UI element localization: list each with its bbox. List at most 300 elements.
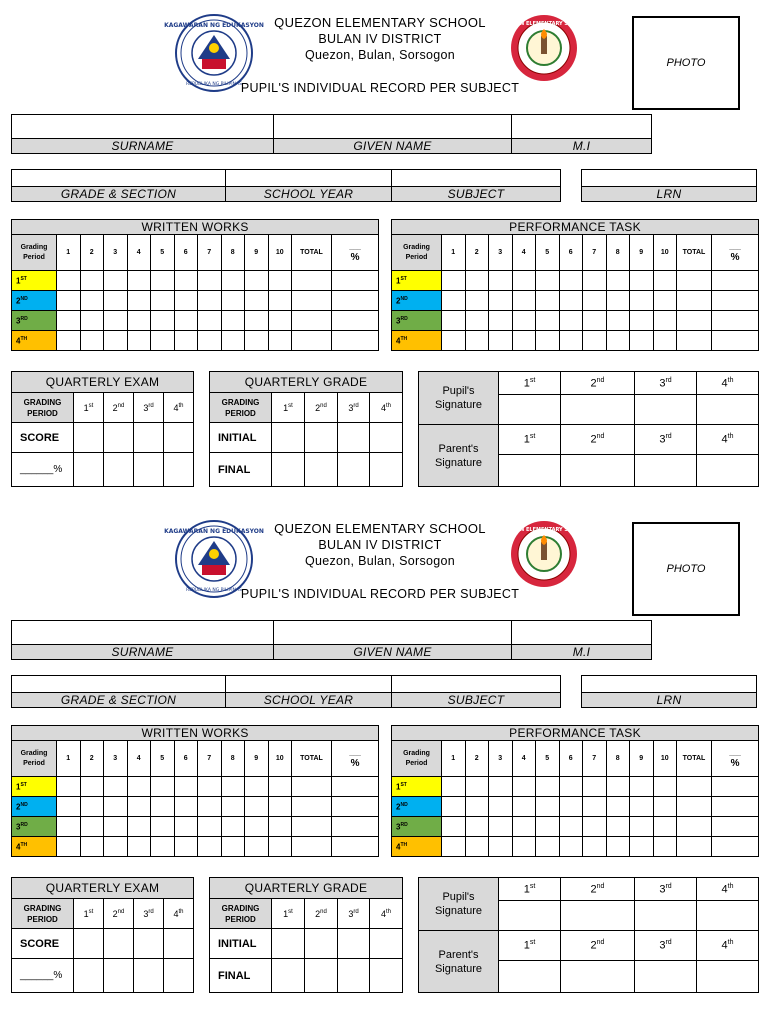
score-cell[interactable] <box>465 291 489 311</box>
lrn-input[interactable] <box>582 676 757 693</box>
score-cell[interactable] <box>536 817 560 837</box>
score-cell[interactable] <box>465 797 489 817</box>
ww-col-4: 4 <box>127 235 151 271</box>
score-cell[interactable] <box>712 777 759 797</box>
score-cell[interactable] <box>653 797 677 817</box>
qe-pct-cell[interactable] <box>164 959 194 993</box>
score-cell[interactable] <box>127 291 151 311</box>
score-cell[interactable] <box>104 311 128 331</box>
score-cell[interactable] <box>465 311 489 331</box>
score-cell[interactable] <box>104 817 128 837</box>
score-cell[interactable] <box>606 271 630 291</box>
parent-signature-cell[interactable] <box>499 961 561 993</box>
quarterly-exam-title: QUARTERLY EXAM <box>12 878 194 899</box>
pt-col-3: 3 <box>489 741 513 777</box>
qe-score-cell[interactable] <box>134 929 164 959</box>
qg-initial-cell[interactable] <box>370 929 403 959</box>
ww-col-8: 8 <box>221 741 245 777</box>
score-cell[interactable] <box>442 331 466 351</box>
svg-text:QUEZON ELEMENTARY SCHOOL: QUEZON ELEMENTARY SCHOOL <box>500 21 588 27</box>
score-cell[interactable] <box>536 291 560 311</box>
score-cell[interactable] <box>80 331 104 351</box>
score-cell[interactable] <box>583 271 607 291</box>
score-cell[interactable] <box>465 777 489 797</box>
score-cell[interactable] <box>630 777 654 797</box>
qe-score-cell[interactable] <box>134 423 164 453</box>
score-cell[interactable] <box>221 331 245 351</box>
score-cell[interactable] <box>198 777 222 797</box>
score-cell[interactable] <box>583 311 607 331</box>
qe-score-label: SCORE <box>12 423 74 453</box>
score-cell[interactable] <box>559 837 583 857</box>
score-cell[interactable] <box>512 837 536 857</box>
qe-pct-label: ______% <box>12 959 74 993</box>
qg-final-cell[interactable] <box>370 959 403 993</box>
pupil-signature-cell[interactable] <box>635 395 697 425</box>
subject-input[interactable] <box>392 170 561 187</box>
score-cell[interactable] <box>606 817 630 837</box>
score-cell[interactable] <box>677 777 712 797</box>
score-cell[interactable] <box>268 331 292 351</box>
qe-grading-period <box>12 393 74 423</box>
qg-final-cell[interactable] <box>272 453 305 487</box>
qg-initial-cell[interactable] <box>338 423 370 453</box>
score-cell[interactable] <box>712 331 759 351</box>
parent-signature-cell[interactable] <box>635 961 697 993</box>
score-cell[interactable] <box>630 291 654 311</box>
score-cell[interactable] <box>104 331 128 351</box>
score-cell[interactable] <box>583 837 607 857</box>
given-name-input[interactable] <box>274 621 512 645</box>
score-cell[interactable] <box>174 777 198 797</box>
score-cell[interactable] <box>653 837 677 857</box>
score-cell[interactable] <box>653 311 677 331</box>
school-seal-icon <box>500 519 588 589</box>
school-year-input[interactable] <box>226 170 392 187</box>
ww-pct-label: % <box>350 757 360 769</box>
score-cell[interactable] <box>198 797 222 817</box>
qe-ord-1: 1st <box>74 899 104 929</box>
score-cell[interactable] <box>489 777 513 797</box>
subject-input[interactable] <box>392 676 561 693</box>
score-cell[interactable] <box>198 271 222 291</box>
qe-pct-cell[interactable] <box>104 959 134 993</box>
score-cell[interactable] <box>583 817 607 837</box>
grade-section-label: GRADE & SECTION <box>12 187 226 202</box>
school-year-input[interactable] <box>226 676 392 693</box>
pupil-ord-1: 1st <box>499 878 561 901</box>
score-cell[interactable] <box>559 271 583 291</box>
score-cell[interactable] <box>653 777 677 797</box>
score-cell[interactable] <box>512 797 536 817</box>
pt-col-total: TOTAL <box>677 235 712 271</box>
surname-input[interactable] <box>12 621 274 645</box>
score-cell[interactable] <box>583 291 607 311</box>
score-cell[interactable] <box>536 837 560 857</box>
score-cell[interactable] <box>174 817 198 837</box>
score-cell[interactable] <box>489 311 513 331</box>
score-cell[interactable] <box>630 271 654 291</box>
pupil-ord-3: 3rd <box>635 372 697 395</box>
quarter-label: 1ST <box>392 777 442 797</box>
score-cell[interactable] <box>221 777 245 797</box>
score-cell[interactable] <box>630 817 654 837</box>
score-cell[interactable] <box>559 777 583 797</box>
qg-ord-2: 2nd <box>305 899 338 929</box>
score-cell[interactable] <box>332 777 379 797</box>
score-cell[interactable] <box>536 311 560 331</box>
mi-input[interactable] <box>512 115 652 139</box>
score-cell[interactable] <box>80 777 104 797</box>
signature-table <box>418 877 759 993</box>
score-cell[interactable] <box>332 331 379 351</box>
score-cell[interactable] <box>512 291 536 311</box>
score-cell[interactable] <box>127 311 151 331</box>
score-cell[interactable] <box>174 271 198 291</box>
score-cell[interactable] <box>292 837 332 857</box>
score-cell[interactable] <box>559 311 583 331</box>
qg-ord-4: 4th <box>370 899 403 929</box>
score-cell[interactable] <box>292 291 332 311</box>
score-cell[interactable] <box>712 817 759 837</box>
score-cell[interactable] <box>151 817 175 837</box>
score-cell[interactable] <box>653 291 677 311</box>
score-cell[interactable] <box>221 311 245 331</box>
parent-signature-cell[interactable] <box>561 961 635 993</box>
pupil-ord-2: 2nd <box>561 878 635 901</box>
score-cell[interactable] <box>442 777 466 797</box>
quarter-label: 1ST <box>12 271 57 291</box>
score-cell[interactable] <box>583 777 607 797</box>
score-cell[interactable] <box>245 817 269 837</box>
score-cell[interactable] <box>104 271 128 291</box>
score-cell[interactable] <box>268 271 292 291</box>
score-cell[interactable] <box>127 777 151 797</box>
score-cell[interactable] <box>245 331 269 351</box>
pupil-signature-cell[interactable] <box>697 395 759 425</box>
score-cell[interactable] <box>198 837 222 857</box>
score-cell[interactable] <box>104 777 128 797</box>
lrn-label: LRN <box>582 187 757 202</box>
quarter-label: 4TH <box>392 331 442 351</box>
score-cell[interactable] <box>677 291 712 311</box>
table-row <box>12 271 379 291</box>
score-cell[interactable] <box>606 291 630 311</box>
ww-col-1: 1 <box>57 235 81 271</box>
score-cell[interactable] <box>332 797 379 817</box>
score-cell[interactable] <box>512 817 536 837</box>
ww-pct-label: % <box>350 251 360 263</box>
score-cell[interactable] <box>512 311 536 331</box>
score-cell[interactable] <box>677 331 712 351</box>
photo-label: PHOTO <box>666 563 706 575</box>
parent-signature-cell[interactable] <box>635 455 697 487</box>
score-cell[interactable] <box>57 331 81 351</box>
score-cell[interactable] <box>442 797 466 817</box>
pupil-signature-cell[interactable] <box>499 395 561 425</box>
score-cell[interactable] <box>583 331 607 351</box>
ww-col-10: 10 <box>268 235 292 271</box>
score-cell[interactable] <box>677 311 712 331</box>
qe-ord-2: 2nd <box>104 899 134 929</box>
score-cell[interactable] <box>268 291 292 311</box>
score-cell[interactable] <box>268 777 292 797</box>
score-cell[interactable] <box>151 311 175 331</box>
score-cell[interactable] <box>489 271 513 291</box>
qg-initial-cell[interactable] <box>272 423 305 453</box>
score-cell[interactable] <box>221 271 245 291</box>
score-cell[interactable] <box>104 837 128 857</box>
score-cell[interactable] <box>151 797 175 817</box>
score-cell[interactable] <box>80 797 104 817</box>
table-row <box>12 777 379 797</box>
score-cell[interactable] <box>489 837 513 857</box>
pt-col-pct <box>712 235 759 271</box>
score-cell[interactable] <box>465 271 489 291</box>
qg-initial-cell[interactable] <box>305 423 338 453</box>
score-cell[interactable] <box>559 817 583 837</box>
score-cell[interactable] <box>245 837 269 857</box>
lrn-input[interactable] <box>582 170 757 187</box>
score-cell[interactable] <box>80 817 104 837</box>
pupil-signature-cell[interactable] <box>561 901 635 931</box>
score-cell[interactable] <box>127 797 151 817</box>
score-cell[interactable] <box>292 311 332 331</box>
school-district: BULAN IV DISTRICT <box>318 32 442 46</box>
score-cell[interactable] <box>292 331 332 351</box>
grade-section-input[interactable] <box>12 170 226 187</box>
score-cell[interactable] <box>57 797 81 817</box>
score-cell[interactable] <box>606 311 630 331</box>
score-cell[interactable] <box>268 837 292 857</box>
score-cell[interactable] <box>712 837 759 857</box>
score-cell[interactable] <box>198 291 222 311</box>
score-cell[interactable] <box>332 311 379 331</box>
score-cell[interactable] <box>465 331 489 351</box>
score-cell[interactable] <box>198 311 222 331</box>
surname-input[interactable] <box>12 115 274 139</box>
photo-box <box>632 522 740 616</box>
score-cell[interactable] <box>332 291 379 311</box>
qe-pct-cell[interactable] <box>74 453 104 487</box>
pupil-signature-cell[interactable] <box>697 901 759 931</box>
score-cell[interactable] <box>559 797 583 817</box>
score-cell[interactable] <box>174 837 198 857</box>
score-cell[interactable] <box>653 817 677 837</box>
score-cell[interactable] <box>151 837 175 857</box>
score-cell[interactable] <box>442 291 466 311</box>
score-cell[interactable] <box>332 837 379 857</box>
qe-score-cell[interactable] <box>164 929 194 959</box>
score-cell[interactable] <box>677 817 712 837</box>
score-cell[interactable] <box>332 271 379 291</box>
score-cell[interactable] <box>57 817 81 837</box>
score-cell[interactable] <box>442 817 466 837</box>
score-cell[interactable] <box>292 797 332 817</box>
score-cell[interactable] <box>712 291 759 311</box>
score-cell[interactable] <box>127 331 151 351</box>
qg-final-cell[interactable] <box>338 453 370 487</box>
qg-final-cell[interactable] <box>338 959 370 993</box>
score-cell[interactable] <box>104 291 128 311</box>
qe-pct-cell[interactable] <box>164 453 194 487</box>
score-cell[interactable] <box>653 331 677 351</box>
score-cell[interactable] <box>174 331 198 351</box>
quarter-label: 3RD <box>392 311 442 331</box>
score-cell[interactable] <box>536 331 560 351</box>
qg-final-cell[interactable] <box>305 959 338 993</box>
score-cell[interactable] <box>489 331 513 351</box>
score-cell[interactable] <box>198 331 222 351</box>
score-cell[interactable] <box>80 271 104 291</box>
pupil-signature-cell[interactable] <box>635 901 697 931</box>
score-cell[interactable] <box>127 837 151 857</box>
score-cell[interactable] <box>606 331 630 351</box>
pupil-signature-cell[interactable] <box>499 901 561 931</box>
score-cell[interactable] <box>559 291 583 311</box>
score-cell[interactable] <box>536 797 560 817</box>
score-cell[interactable] <box>489 817 513 837</box>
qe-score-cell[interactable] <box>74 929 104 959</box>
score-cell[interactable] <box>292 271 332 291</box>
score-cell[interactable] <box>536 777 560 797</box>
score-cell[interactable] <box>630 331 654 351</box>
score-cell[interactable] <box>245 777 269 797</box>
score-cell[interactable] <box>512 331 536 351</box>
score-cell[interactable] <box>151 291 175 311</box>
score-cell[interactable] <box>80 311 104 331</box>
score-cell[interactable] <box>677 271 712 291</box>
score-cell[interactable] <box>221 291 245 311</box>
score-cell[interactable] <box>174 311 198 331</box>
score-cell[interactable] <box>174 797 198 817</box>
score-cell[interactable] <box>583 797 607 817</box>
pupil-signature-cell[interactable] <box>561 395 635 425</box>
record-title: PUPIL'S INDIVIDUAL RECORD PER SUBJECT <box>240 81 520 95</box>
score-cell[interactable] <box>198 817 222 837</box>
score-cell[interactable] <box>151 331 175 351</box>
score-cell[interactable] <box>512 271 536 291</box>
given-name-input[interactable] <box>274 115 512 139</box>
score-cell[interactable] <box>245 291 269 311</box>
qe-pct-cell[interactable] <box>134 453 164 487</box>
score-cell[interactable] <box>712 797 759 817</box>
score-cell[interactable] <box>559 331 583 351</box>
score-cell[interactable] <box>712 311 759 331</box>
score-cell[interactable] <box>712 271 759 291</box>
score-cell[interactable] <box>489 291 513 311</box>
score-cell[interactable] <box>80 291 104 311</box>
score-cell[interactable] <box>292 817 332 837</box>
score-cell[interactable] <box>127 817 151 837</box>
score-cell[interactable] <box>245 271 269 291</box>
qg-initial-cell[interactable] <box>338 929 370 959</box>
score-cell[interactable] <box>653 271 677 291</box>
score-cell[interactable] <box>268 311 292 331</box>
score-cell[interactable] <box>57 271 81 291</box>
score-cell[interactable] <box>268 797 292 817</box>
score-cell[interactable] <box>512 777 536 797</box>
score-cell[interactable] <box>151 271 175 291</box>
parent-signature-cell[interactable] <box>697 961 759 993</box>
ww-grading-period: Grading Period <box>12 235 57 271</box>
score-cell[interactable] <box>442 271 466 291</box>
parent-signature-cell[interactable] <box>499 455 561 487</box>
score-cell[interactable] <box>442 837 466 857</box>
quarter-label: 4TH <box>12 837 57 857</box>
quarter-label: 1ST <box>12 777 57 797</box>
qe-score-cell[interactable] <box>104 929 134 959</box>
score-cell[interactable] <box>268 817 292 837</box>
score-cell[interactable] <box>127 271 151 291</box>
score-cell[interactable] <box>292 777 332 797</box>
score-cell[interactable] <box>174 291 198 311</box>
qg-final-cell[interactable] <box>305 453 338 487</box>
score-cell[interactable] <box>465 837 489 857</box>
qe-pct-cell[interactable] <box>104 453 134 487</box>
quarter-label: 2ND <box>392 291 442 311</box>
score-cell[interactable] <box>57 777 81 797</box>
score-cell[interactable] <box>536 271 560 291</box>
mi-input[interactable] <box>512 621 652 645</box>
qg-final-cell[interactable] <box>272 959 305 993</box>
score-cell[interactable] <box>677 797 712 817</box>
given-name-label: GIVEN NAME <box>274 645 512 660</box>
score-cell[interactable] <box>57 291 81 311</box>
score-cell[interactable] <box>221 817 245 837</box>
pupil-ord-4: 4th <box>697 372 759 395</box>
parent-signature-cell[interactable] <box>561 455 635 487</box>
qe-pct-cell[interactable] <box>134 959 164 993</box>
table-row <box>392 797 759 817</box>
qg-initial-cell[interactable] <box>272 929 305 959</box>
score-cell[interactable] <box>221 797 245 817</box>
score-cell[interactable] <box>606 837 630 857</box>
score-cell[interactable] <box>80 837 104 857</box>
qe-score-cell[interactable] <box>74 423 104 453</box>
score-cell[interactable] <box>630 837 654 857</box>
score-cell[interactable] <box>489 797 513 817</box>
score-cell[interactable] <box>57 311 81 331</box>
score-cell[interactable] <box>245 311 269 331</box>
score-cell[interactable] <box>57 837 81 857</box>
qg-final-cell[interactable] <box>370 453 403 487</box>
score-cell[interactable] <box>332 817 379 837</box>
score-cell[interactable] <box>442 311 466 331</box>
score-cell[interactable] <box>630 797 654 817</box>
parent-signature-cell[interactable] <box>697 455 759 487</box>
qe-pct-cell[interactable] <box>74 959 104 993</box>
pt-col-6: 6 <box>559 235 583 271</box>
qg-grading-label: GRADING <box>221 903 260 913</box>
score-cell[interactable] <box>245 797 269 817</box>
score-cell[interactable] <box>151 777 175 797</box>
grade-section-input[interactable] <box>12 676 226 693</box>
score-cell[interactable] <box>606 777 630 797</box>
qg-initial-cell[interactable] <box>370 423 403 453</box>
ww-col-9: 9 <box>245 235 269 271</box>
score-cell[interactable] <box>221 837 245 857</box>
pt-grading-period: Grading Period <box>392 741 442 777</box>
score-cell[interactable] <box>630 311 654 331</box>
score-cell[interactable] <box>465 817 489 837</box>
score-cell[interactable] <box>104 797 128 817</box>
qe-score-cell[interactable] <box>104 423 134 453</box>
score-cell[interactable] <box>677 837 712 857</box>
qe-score-cell[interactable] <box>164 423 194 453</box>
score-cell[interactable] <box>606 797 630 817</box>
qg-initial-cell[interactable] <box>305 929 338 959</box>
